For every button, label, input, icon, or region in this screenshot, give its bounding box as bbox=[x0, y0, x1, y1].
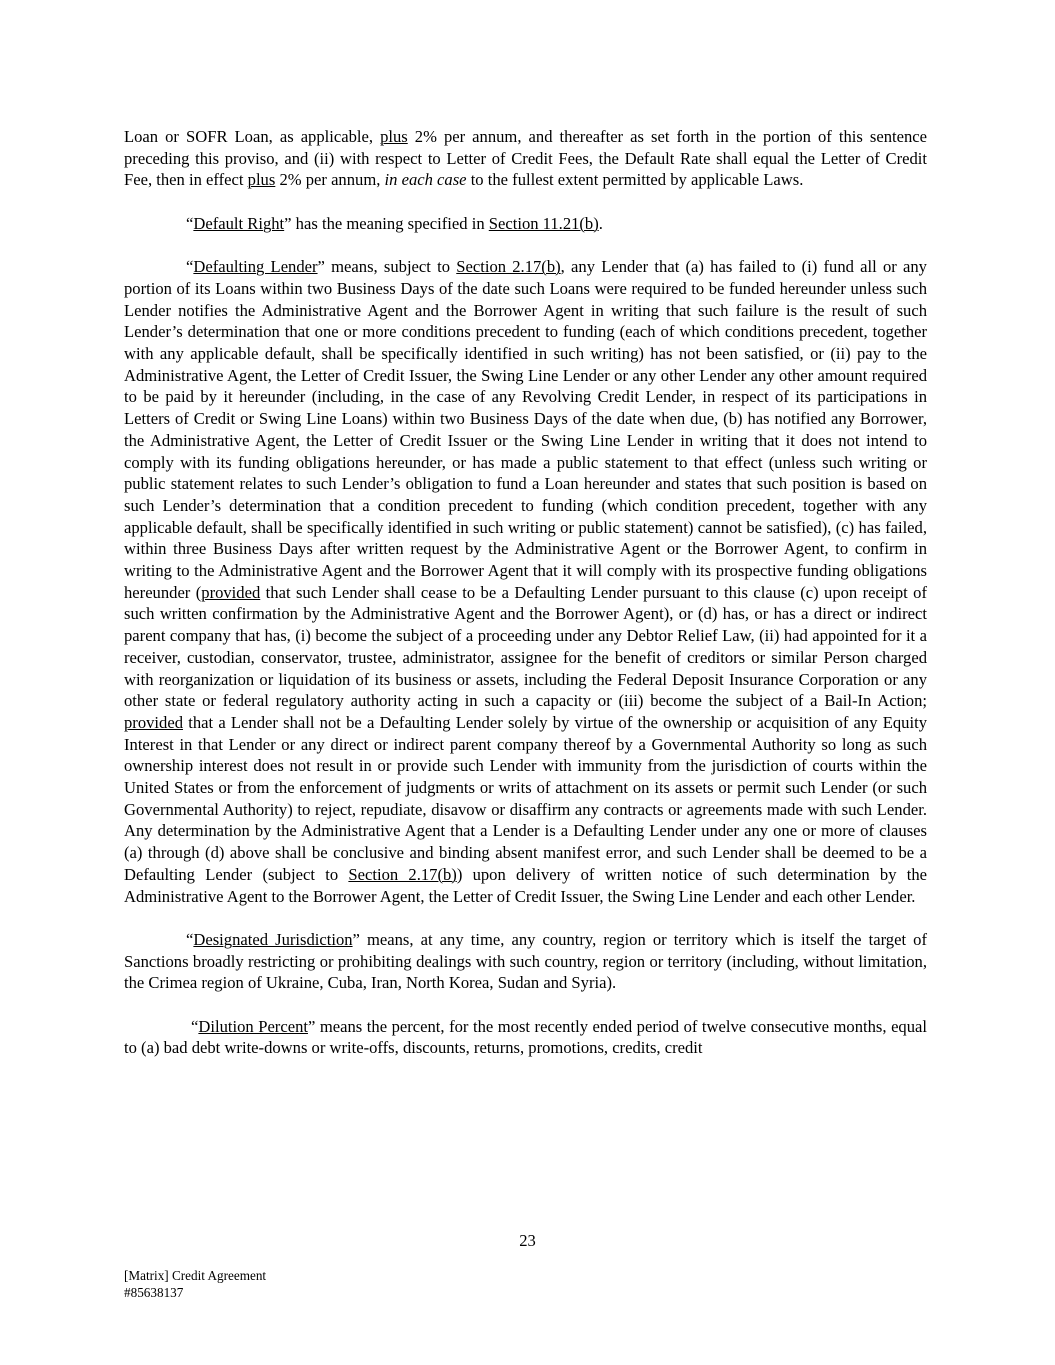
text-run: Loan or SOFR Loan, as applicable, bbox=[124, 127, 381, 146]
underlined-plus: plus bbox=[380, 127, 408, 146]
open-quote: “ bbox=[186, 257, 194, 277]
defined-term: Default Right bbox=[193, 213, 285, 233]
document-body bbox=[124, 126, 927, 1081]
text-run: ” means, subject to bbox=[317, 257, 457, 277]
paragraph-default-rate-continuation bbox=[124, 126, 927, 191]
defined-term: Designated Jurisdiction bbox=[193, 929, 353, 949]
page-number: 23 bbox=[519, 1231, 536, 1250]
defined-term: Dilution Percent bbox=[198, 1016, 308, 1036]
text-run: 2% per annum, and thereafter as set forth in the portion of this sentence preceding this proviso, and (ii) with respect to Letter of Credit Fees, the Default Rate shall equal the Letter of Credit Fee, then in effect bbox=[124, 127, 927, 190]
section-reference: Section 2.17(b) bbox=[456, 257, 561, 277]
underlined-provided: provided bbox=[201, 582, 261, 602]
open-quote: “ bbox=[191, 1016, 199, 1036]
definition-dilution-percent bbox=[124, 1016, 927, 1059]
defined-term: Defaulting Lender bbox=[193, 257, 318, 277]
definition-designated-jurisdiction bbox=[124, 929, 927, 994]
open-quote: “ bbox=[186, 929, 194, 949]
text-run: , any Lender that (a) has failed to (i) fund all or any portion of its Loans within two Business Days of the date such Loans were required to be funded hereunder unless such Lender notifies the Administrative Agent and the Borrower Agent in writing that such failure is the result of such Lender’s determination that one or more conditions precedent to funding (each of which conditions precedent, together with any applicable default, shall be specifically identified in such writing) has not been satisfied, or (ii) pay to the Administrative Agent, the Letter of Credit Issuer, the Swing Line Lender or any other Lender any other amount required to be paid by it hereunder (including, in the case of any Revolving Credit Lender, in respect of its participations in Letters of Credit or Swing Line Loans) within two Business Days of the date when due, (b) has notified any Borrower, the Administrative Agent, the Letter of Credit Issuer or the Swing Line Lender in writing that it does not intend to comply with its funding obligations hereunder, or has made a public statement to that effect (unless such writing or public statement relates to such Lender’s obligation to fund a Loan hereunder and states that such position is based on such Lender’s determination that a condition precedent to funding (which condition precedent, together with any applicable default, shall be specifically identified in such writing or public statement) cannot be satisfied), (c) has failed, within three Business Days after written request by the Administrative Agent or the Borrower Agent, to confirm in writing to the Administrative Agent and the Borrower Agent that it will comply with its prospective funding obligations hereunder ( bbox=[124, 257, 927, 602]
underlined-plus: plus bbox=[247, 170, 276, 190]
definition-defaulting-lender bbox=[124, 256, 927, 907]
document-footer bbox=[124, 1267, 266, 1301]
text-run: ” means the percent, for the most recently ended period of twelve consecutive months, equal to (a) bad debt write-downs or write-offs, discounts, returns, promotions, credits, credit bbox=[124, 1016, 927, 1058]
text-run: ” means, at any time, any country, region or territory which is itself the target of Sanctions broadly restricting or prohibiting dealings with such country, region or territory (including, without limitation, the Crimea region of Ukraine, Cuba, Iran, North Korea, Sudan and Syria). bbox=[124, 929, 927, 993]
italic-phrase: in each case bbox=[384, 170, 467, 190]
text-run: that such Lender shall cease to be a Defaulting Lender pursuant to this clause (c) upon receipt of such written confirmation by the Administrative Agent and the Borrower Agent), or (d) has, or has a direct or indirect parent company that has, (i) become the subject of a proceeding under any Debtor Relief Law, (ii) had appointed for it a receiver, custodian, conservator, trustee, administrator, assignee for the benefit of creditors or similar Person charged with reorganization or liquidation of its business or assets, including the Federal Deposit Insurance Corporation or any other state or federal regulatory authority acting in such a capacity or (iii) become the subject of a Bail-In Action; bbox=[124, 582, 927, 711]
open-quote: “ bbox=[186, 213, 194, 233]
text-run: 2% per annum, bbox=[275, 170, 385, 190]
section-reference: Section 2.17(b) bbox=[348, 864, 457, 884]
underlined-provided: provided bbox=[124, 712, 183, 732]
footer-document-id: #85638137 bbox=[124, 1285, 184, 1300]
text-run: . bbox=[598, 213, 603, 233]
text-run: to the fullest extent permitted by applicable Laws. bbox=[466, 170, 804, 190]
footer-document-title: [Matrix] Credit Agreement bbox=[124, 1268, 267, 1283]
definition-default-right bbox=[124, 213, 927, 235]
section-reference: Section 11.21(b) bbox=[488, 213, 599, 233]
text-run: that a Lender shall not be a Defaulting Lender solely by virtue of the ownership or acquisition of any Equity Interest in that Lender or any direct or indirect parent company thereof by a Governmental Authority so long as such ownership interest does not result in or provide such Lender with immunity from the jurisdiction of courts within the United States or from the enforcement of judgments or writs of attachment on its assets or permit such Lender (or such Governmental Authority) to reject, repudiate, disavow or disaffirm any contracts or agreements made with such Lender. Any determination by the Administrative Agent that a Lender is a Defaulting Lender under any one or more of clauses (a) through (d) above shall be conclusive and binding absent manifest error, and such Lender shall be deemed to be a Defaulting Lender (subject to bbox=[124, 712, 927, 884]
text-run: ” has the meaning specified in bbox=[284, 213, 489, 233]
text-run: ) upon delivery of written notice of such determination by the Administrative Agent to the Borrower Agent, the Letter of Credit Issuer, the Swing Line Lender and each other Lender. bbox=[124, 864, 928, 906]
